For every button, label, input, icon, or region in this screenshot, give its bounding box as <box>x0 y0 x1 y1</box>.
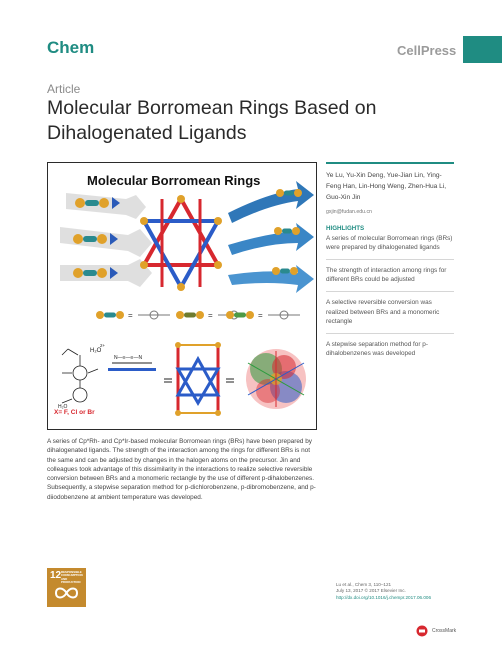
ligand-legend <box>96 311 300 320</box>
svg-text:=: = <box>128 311 133 320</box>
sdg-label: RESPONSIBLE CONSUMPTION AND PRODUCTION <box>61 570 83 584</box>
sdg-number: 12 <box>50 570 62 581</box>
sdg-badge <box>47 568 86 607</box>
highlights-list <box>326 234 454 365</box>
citation-reference: Lu et al., Chem 3, 110–121 <box>336 582 392 587</box>
highlights-heading: HIGHLIGHTS <box>326 224 365 232</box>
publisher-logo-text: CellPress <box>397 43 457 58</box>
author-list: Ye Lu, Yu-Xin Deng, Yue-Jian Lin, Ying-Feng Han, Lin-Hong Weng, Zhen-Hua Li, Guo-Xin Jin <box>326 172 447 202</box>
brand-color-block <box>463 36 502 63</box>
abstract-text: A series of Cp*Rh- and Cp*Ir-based molecular Borromean rings (BRs) have been prepared by dihalogenated ligands. The strength of the interaction among the rings for different BRs is not the same and can be adjusted by changes in the halogen atoms on the precursor. Jin and colleagues took advantage of this dissimilarity in the interactions to realize selective reversible conversion between BRs and a monomeric rectangle by the use of different p-dihalobenzenes. Subsequently, a stepwise separation method for p-dichlorobenzene, p-dibromobenzene, and p-diiodobenzene at ambient temperature was developed. <box>47 438 316 501</box>
highlight-item: The strength of interaction among rings for different BRs could be adjusted <box>326 266 454 292</box>
doi-link[interactable]: http://dx.doi.org/10.1016/j.chempr.2017.06.006 <box>336 594 432 600</box>
highlight-item: A series of molecular Borromean rings (BRs) were prepared by dihalogenated ligands <box>326 234 454 260</box>
borromean-hexagram <box>140 195 222 291</box>
svg-text:=: = <box>208 311 213 320</box>
highlight-item: A selective reversible conversion was realized between BRs and a monomeric rectangle <box>326 298 454 334</box>
crossmark-badge[interactable] <box>416 625 476 639</box>
substituent-label: X= F, Cl or Br <box>54 409 95 416</box>
citation-block <box>336 582 486 601</box>
svg-text:2+: 2+ <box>100 343 106 348</box>
graphical-abstract <box>47 162 317 430</box>
infinity-icon <box>53 586 80 600</box>
right-arrows <box>228 181 314 293</box>
svg-text:H₂O: H₂O <box>90 348 102 354</box>
crossmark-icon <box>416 625 428 637</box>
corresponding-email[interactable]: gxjin@fudan.edu.cn <box>326 208 372 215</box>
crystal-structure <box>246 349 306 409</box>
figure-title: Molecular Borromean Rings <box>87 173 261 188</box>
svg-text:N—≡—≡—N: N—≡—≡—N <box>114 355 143 361</box>
graphical-abstract-illustration <box>48 163 317 430</box>
svg-text:=: = <box>258 311 263 320</box>
highlight-item: A stepwise separation method for p-dihalobenzenes was developed <box>326 340 428 358</box>
citation-date: July 13, 2017 © 2017 Elsevier Inc. <box>336 588 406 594</box>
reaction-arrow <box>108 355 156 371</box>
chemical-structure <box>62 349 98 403</box>
borromean-hexagram-small <box>164 342 234 416</box>
crossmark-label: CrossMark <box>432 628 457 634</box>
article-type: Article <box>47 82 81 96</box>
side-panel <box>326 162 454 371</box>
article-title: Molecular Borromean Rings Based on Dihalogenated Ligands <box>47 97 377 144</box>
svg-text:H₂O: H₂O <box>58 404 68 410</box>
journal-name: Chem <box>47 38 95 57</box>
